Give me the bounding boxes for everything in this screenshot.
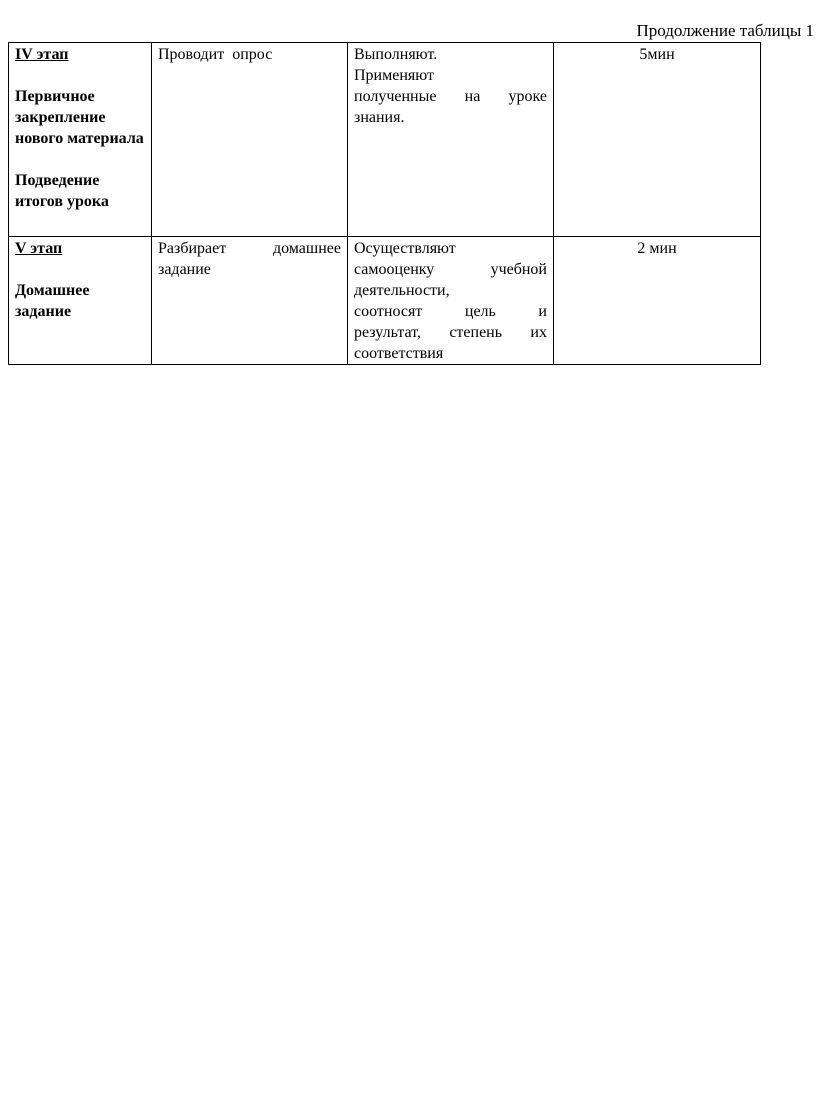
stage-subtitle: Домашнее задание <box>15 282 90 320</box>
lesson-plan-table <box>8 42 761 365</box>
student-activity-text: Выполняют. <box>354 46 438 63</box>
stage-title: IV этап <box>15 46 69 63</box>
time-cell <box>554 43 761 237</box>
student-activity-text: Осуществляют <box>354 240 456 257</box>
teacher-activity-text: Разбирает домашнее <box>158 240 341 257</box>
student-activity-cell <box>348 237 554 365</box>
duration-value: 5мин <box>639 46 675 63</box>
student-activity-text: Применяют <box>354 67 434 84</box>
teacher-activity-text: задание <box>158 261 211 278</box>
student-activity-text: результат, степень их <box>354 324 547 341</box>
table-continuation-caption: Продолжение таблицы 1 <box>636 21 814 40</box>
student-activity-text: соответствия <box>354 345 444 362</box>
table-row <box>9 237 761 365</box>
stage-cell <box>9 43 152 237</box>
student-activity-text: знания. <box>354 109 405 126</box>
student-activity-text: самооценку учебной <box>354 261 547 278</box>
student-activity-text: деятельности, <box>354 282 450 299</box>
time-cell <box>554 237 761 365</box>
teacher-activity-cell <box>152 237 348 365</box>
table-row <box>9 43 761 237</box>
student-activity-text: полученные на уроке <box>354 88 547 105</box>
teacher-activity-cell <box>152 43 348 237</box>
stage-title: V этап <box>15 240 63 257</box>
student-activity-text: соотносят цель и <box>354 303 547 320</box>
teacher-activity-text: Проводит опрос <box>158 46 273 63</box>
student-activity-cell <box>348 43 554 237</box>
stage-cell <box>9 237 152 365</box>
stage-subtitle: Подведение итогов урока <box>15 172 109 210</box>
stage-subtitle: Первичное закрепление нового материала <box>15 88 144 147</box>
duration-value: 2 мин <box>637 240 677 257</box>
